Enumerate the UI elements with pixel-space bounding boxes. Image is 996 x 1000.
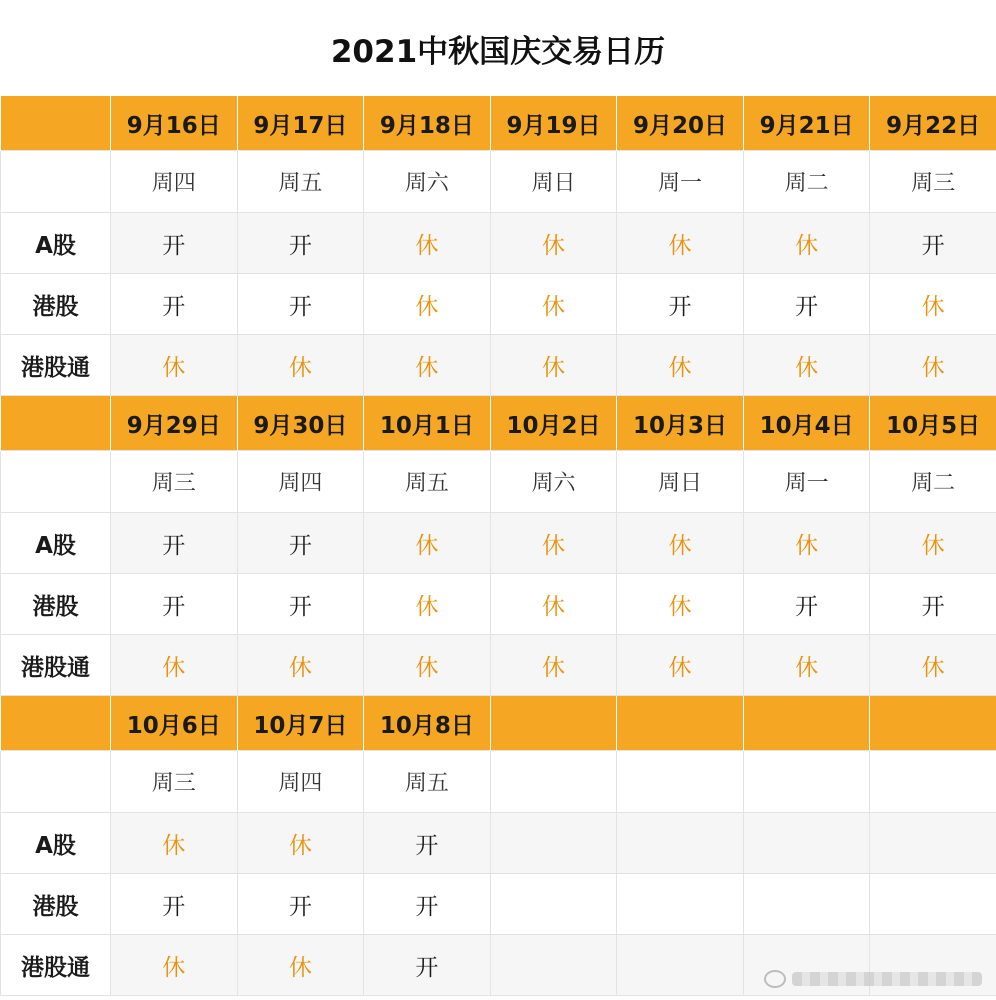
hk-share-status-cell: 开 — [743, 274, 870, 335]
hk-share-status-cell — [490, 874, 617, 935]
weekday-cell: 周一 — [743, 451, 870, 513]
hk-share-status-cell: 开 — [870, 574, 996, 635]
weekday-row — [1, 151, 996, 213]
a-share-status-cell: 休 — [364, 213, 491, 274]
hk-share-status-cell: 休 — [490, 274, 617, 335]
weekday-cell: 周三 — [111, 751, 238, 813]
a-share-status-cell: 休 — [490, 513, 617, 574]
a-share-status-cell: 开 — [364, 813, 491, 874]
a-share-status-cell: 开 — [237, 213, 364, 274]
hk-connect-status-cell: 休 — [364, 335, 491, 396]
hk-share-status-cell: 开 — [237, 874, 364, 935]
row-label: 港股 — [1, 274, 111, 335]
weekday-cell: 周三 — [111, 451, 238, 513]
date-header-row — [1, 396, 996, 451]
date-cell: 10月4日 — [743, 396, 870, 451]
row-label: 港股通 — [1, 635, 111, 696]
row-label-empty — [1, 396, 111, 451]
weekday-cell: 周五 — [237, 151, 364, 213]
hk-share-status-cell: 开 — [237, 574, 364, 635]
date-cell: 9月22日 — [870, 96, 996, 151]
hk-connect-status-cell: 休 — [237, 335, 364, 396]
hk-connect-status-cell: 开 — [364, 935, 491, 996]
row-label-empty — [1, 451, 111, 513]
hk-connect-status-cell: 休 — [870, 335, 996, 396]
date-cell: 9月29日 — [111, 396, 238, 451]
hk-share-status-cell: 开 — [111, 574, 238, 635]
weekday-cell — [617, 751, 744, 813]
hk-share-status-cell — [617, 874, 744, 935]
hk-connect-status-cell: 休 — [617, 635, 744, 696]
hk-share-row — [1, 874, 996, 935]
weekday-cell — [870, 751, 996, 813]
hk-connect-row — [1, 635, 996, 696]
hk-share-status-cell — [870, 874, 996, 935]
a-share-row — [1, 213, 996, 274]
weekday-cell: 周一 — [617, 151, 744, 213]
row-label: A股 — [1, 513, 111, 574]
date-cell: 10月1日 — [364, 396, 491, 451]
date-cell: 9月21日 — [743, 96, 870, 151]
a-share-status-cell — [617, 813, 744, 874]
row-label: 港股 — [1, 874, 111, 935]
weekday-cell: 周四 — [237, 751, 364, 813]
weekday-cell: 周六 — [364, 151, 491, 213]
a-share-status-cell: 休 — [743, 213, 870, 274]
weibo-icon — [764, 970, 786, 988]
row-label: 港股通 — [1, 935, 111, 996]
a-share-status-cell: 开 — [870, 213, 996, 274]
hk-connect-status-cell: 休 — [743, 335, 870, 396]
a-share-status-cell: 休 — [743, 513, 870, 574]
weekday-cell: 周五 — [364, 751, 491, 813]
date-cell — [490, 696, 617, 751]
date-cell: 10月6日 — [111, 696, 238, 751]
hk-connect-status-cell — [617, 935, 744, 996]
date-cell: 9月20日 — [617, 96, 744, 151]
a-share-row — [1, 813, 996, 874]
date-cell: 10月2日 — [490, 396, 617, 451]
weekday-cell: 周二 — [870, 451, 996, 513]
hk-share-status-cell: 开 — [111, 274, 238, 335]
page-title: 2021中秋国庆交易日历 — [330, 34, 666, 70]
hk-connect-status-cell: 休 — [111, 935, 238, 996]
hk-share-status-cell: 开 — [111, 874, 238, 935]
hk-connect-status-cell: 休 — [237, 935, 364, 996]
a-share-status-cell — [743, 813, 870, 874]
date-cell: 10月8日 — [364, 696, 491, 751]
hk-connect-status-cell: 休 — [490, 335, 617, 396]
hk-share-row — [1, 574, 996, 635]
row-label: 港股通 — [1, 335, 111, 396]
hk-share-status-cell: 休 — [364, 574, 491, 635]
hk-connect-status-cell: 休 — [490, 635, 617, 696]
date-cell: 9月19日 — [490, 96, 617, 151]
date-cell — [617, 696, 744, 751]
weekday-cell — [743, 751, 870, 813]
hk-share-status-cell: 休 — [364, 274, 491, 335]
date-cell: 9月30日 — [237, 396, 364, 451]
row-label-empty — [1, 96, 111, 151]
a-share-status-cell: 休 — [490, 213, 617, 274]
a-share-row — [1, 513, 996, 574]
a-share-status-cell — [870, 813, 996, 874]
date-cell: 9月16日 — [111, 96, 238, 151]
weekday-row — [1, 751, 996, 813]
watermark-blurred-text — [792, 972, 982, 986]
date-cell: 10月7日 — [237, 696, 364, 751]
hk-connect-status-cell: 休 — [364, 635, 491, 696]
weekday-cell: 周四 — [237, 451, 364, 513]
weekday-cell: 周六 — [490, 451, 617, 513]
hk-connect-status-cell: 休 — [870, 635, 996, 696]
a-share-status-cell: 休 — [617, 213, 744, 274]
a-share-status-cell: 开 — [111, 213, 238, 274]
weekday-cell: 周三 — [870, 151, 996, 213]
weekday-cell: 周二 — [743, 151, 870, 213]
hk-share-status-cell: 休 — [617, 574, 744, 635]
a-share-status-cell: 休 — [364, 513, 491, 574]
hk-share-status-cell: 休 — [490, 574, 617, 635]
date-cell — [743, 696, 870, 751]
a-share-status-cell — [490, 813, 617, 874]
hk-share-status-cell: 开 — [364, 874, 491, 935]
trading-calendar-table — [0, 96, 996, 996]
weekday-cell: 周四 — [111, 151, 238, 213]
weekday-cell — [490, 751, 617, 813]
row-label-empty — [1, 751, 111, 813]
hk-connect-status-cell: 休 — [237, 635, 364, 696]
row-label-empty — [1, 151, 111, 213]
date-header-row — [1, 696, 996, 751]
date-cell: 10月5日 — [870, 396, 996, 451]
hk-connect-status-cell: 休 — [743, 635, 870, 696]
row-label: 港股 — [1, 574, 111, 635]
hk-connect-status-cell: 休 — [111, 635, 238, 696]
a-share-status-cell: 休 — [617, 513, 744, 574]
hk-connect-status-cell — [490, 935, 617, 996]
a-share-status-cell: 开 — [111, 513, 238, 574]
watermark — [764, 970, 982, 988]
a-share-status-cell: 休 — [870, 513, 996, 574]
hk-share-row — [1, 274, 996, 335]
hk-share-status-cell: 开 — [237, 274, 364, 335]
weekday-cell: 周五 — [364, 451, 491, 513]
row-label: A股 — [1, 813, 111, 874]
a-share-status-cell: 休 — [111, 813, 238, 874]
hk-connect-status-cell: 休 — [111, 335, 238, 396]
a-share-status-cell: 休 — [237, 813, 364, 874]
hk-share-status-cell: 开 — [617, 274, 744, 335]
date-cell: 9月18日 — [364, 96, 491, 151]
date-cell: 10月3日 — [617, 396, 744, 451]
hk-connect-status-cell: 休 — [617, 335, 744, 396]
weekday-row — [1, 451, 996, 513]
date-cell — [870, 696, 996, 751]
date-header-row — [1, 96, 996, 151]
row-label: A股 — [1, 213, 111, 274]
hk-share-status-cell — [743, 874, 870, 935]
row-label-empty — [1, 696, 111, 751]
hk-connect-row — [1, 335, 996, 396]
hk-share-status-cell: 开 — [743, 574, 870, 635]
date-cell: 9月17日 — [237, 96, 364, 151]
hk-share-status-cell: 休 — [870, 274, 996, 335]
weekday-cell: 周日 — [490, 151, 617, 213]
weekday-cell: 周日 — [617, 451, 744, 513]
a-share-status-cell: 开 — [237, 513, 364, 574]
